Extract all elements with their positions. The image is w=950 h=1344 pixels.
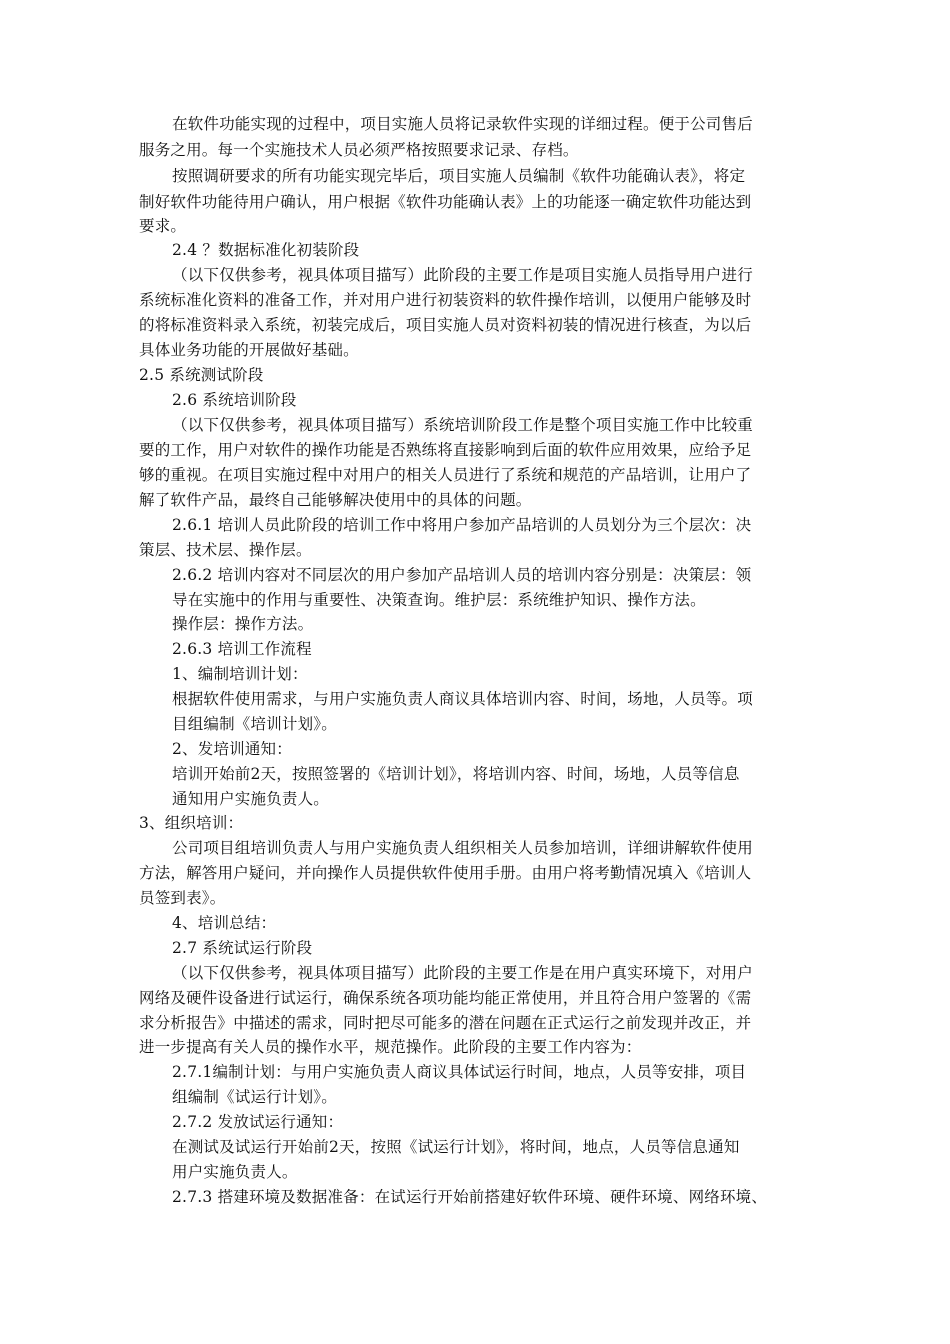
list-item: 1、编制培训计划： xyxy=(172,665,308,683)
paragraph-line: 求分析报告》中描述的需求，同时把尽可能多的潜在问题在正式运行之前发现并改正，并 xyxy=(139,1014,752,1032)
paragraph-line: 系统标准化资料的准备工作，并对用户进行初装资料的软件操作培训，以便用户能够及时 xyxy=(139,291,752,309)
paragraph-line: 员签到表》。 xyxy=(139,889,226,907)
paragraph-line: 2.6.2 培训内容对不同层次的用户参加产品培训人员的培训内容分别是：决策层：领 xyxy=(172,566,752,584)
section-heading: 2.6 系统培训阶段 xyxy=(172,391,297,409)
paragraph-line: 方法，解答用户疑问，并向操作人员提供软件使用手册。由用户将考勤情况填入《培训人 xyxy=(139,864,752,882)
section-heading: 2.5 系统测试阶段 xyxy=(139,366,264,384)
paragraph-line: 策层、技术层、操作层。 xyxy=(139,541,312,559)
paragraph-line: 的将标准资料录入系统，初装完成后，项目实施人员对资料初装的情况进行核查，为以后 xyxy=(139,316,752,334)
paragraph-line: 在测试及试运行开始前2天，按照《试运行计划》，将时间，地点，人员等信息通知 xyxy=(172,1138,740,1156)
paragraph-line: 在软件功能实现的过程中，项目实施人员将记录软件实现的详细过程。便于公司售后 xyxy=(172,115,753,133)
section-heading: 2.7 系统试运行阶段 xyxy=(172,939,313,957)
paragraph-line: 2.7.1编制计划：与用户实施负责人商议具体试运行时间，地点，人员等安排，项目 xyxy=(172,1063,747,1081)
section-heading: 2.4 ？数据标准化初装阶段 xyxy=(172,241,360,259)
paragraph-line: 要的工作，用户对软件的操作功能是否熟练将直接影响到后面的软件应用效果，应给予足 xyxy=(139,441,752,459)
paragraph-line: 2.7.3 搭建环境及数据准备：在试运行开始前搭建好软件环境、硬件环境、网络环境、 xyxy=(172,1188,768,1206)
paragraph-line: 2.6.1 培训人员此阶段的培训工作中将用户参加产品培训的人员划分为三个层次：决 xyxy=(172,516,752,534)
paragraph-line: 解了软件产品，最终自己能够解决使用中的具体的问题。 xyxy=(139,491,532,509)
section-heading: 2.7.2 发放试运行通知： xyxy=(172,1113,344,1131)
paragraph-line: 够的重视。在项目实施过程中对用户的相关人员进行了系统和规范的产品培训，让用户了 xyxy=(139,466,752,484)
paragraph-line: 操作层：操作方法。 xyxy=(172,615,314,633)
paragraph-line: 公司项目组培训负责人与用户实施负责人组织相关人员参加培训，详细讲解软件使用 xyxy=(172,839,753,857)
paragraph-line: （以下仅供参考，视具体项目描写）此阶段的主要工作是项目实施人员指导用户进行 xyxy=(172,266,753,284)
paragraph-line: 按照调研要求的所有功能实现完毕后，项目实施人员编制《软件功能确认表》，将定 xyxy=(172,167,746,185)
paragraph-line: 用户实施负责人。 xyxy=(172,1163,298,1181)
paragraph-line: 网络及硬件设备进行试运行，确保系统各项功能均能正常使用，并且符合用户签署的《需 xyxy=(139,989,752,1007)
paragraph-line: （以下仅供参考，视具体项目描写）系统培训阶段工作是整个项目实施工作中比较重 xyxy=(172,416,753,434)
paragraph-line: 导在实施中的作用与重要性、决策查询。维护层：系统维护知识、操作方法。 xyxy=(172,591,706,609)
paragraph-line: 目组编制《培训计划》。 xyxy=(172,715,337,733)
paragraph-line: 根据软件使用需求，与用户实施负责人商议具体培训内容、时间，场地，人员等。项 xyxy=(172,690,753,708)
paragraph-line: 服务之用。每一个实施技术人员必须严格按照要求记录、存档。 xyxy=(139,141,579,159)
list-item: 3、组织培训： xyxy=(139,814,244,832)
paragraph-line: 要求。 xyxy=(139,217,187,235)
paragraph-line: 进一步提高有关人员的操作水平，规范操作。此阶段的主要工作内容为： xyxy=(139,1038,642,1056)
paragraph-line: 培训开始前2天，按照签署的《培训计划》，将培训内容、时间，场地，人员等信息 xyxy=(172,765,740,783)
list-item: 4、培训总结： xyxy=(172,914,277,932)
section-heading: 2.6.3 培训工作流程 xyxy=(172,640,312,658)
paragraph-line: （以下仅供参考，视具体项目描写）此阶段的主要工作是在用户真实环境下，对用户 xyxy=(172,964,753,982)
paragraph-line: 通知用户实施负责人。 xyxy=(172,790,330,808)
paragraph-line: 组编制《试运行计划》。 xyxy=(172,1088,337,1106)
paragraph-line: 具体业务功能的开展做好基础。 xyxy=(139,341,359,359)
list-item: 2、发培训通知： xyxy=(172,740,292,758)
paragraph-line: 制好软件功能待用户确认，用户根据《软件功能确认表》上的功能逐一确定软件功能达到 xyxy=(139,193,752,211)
